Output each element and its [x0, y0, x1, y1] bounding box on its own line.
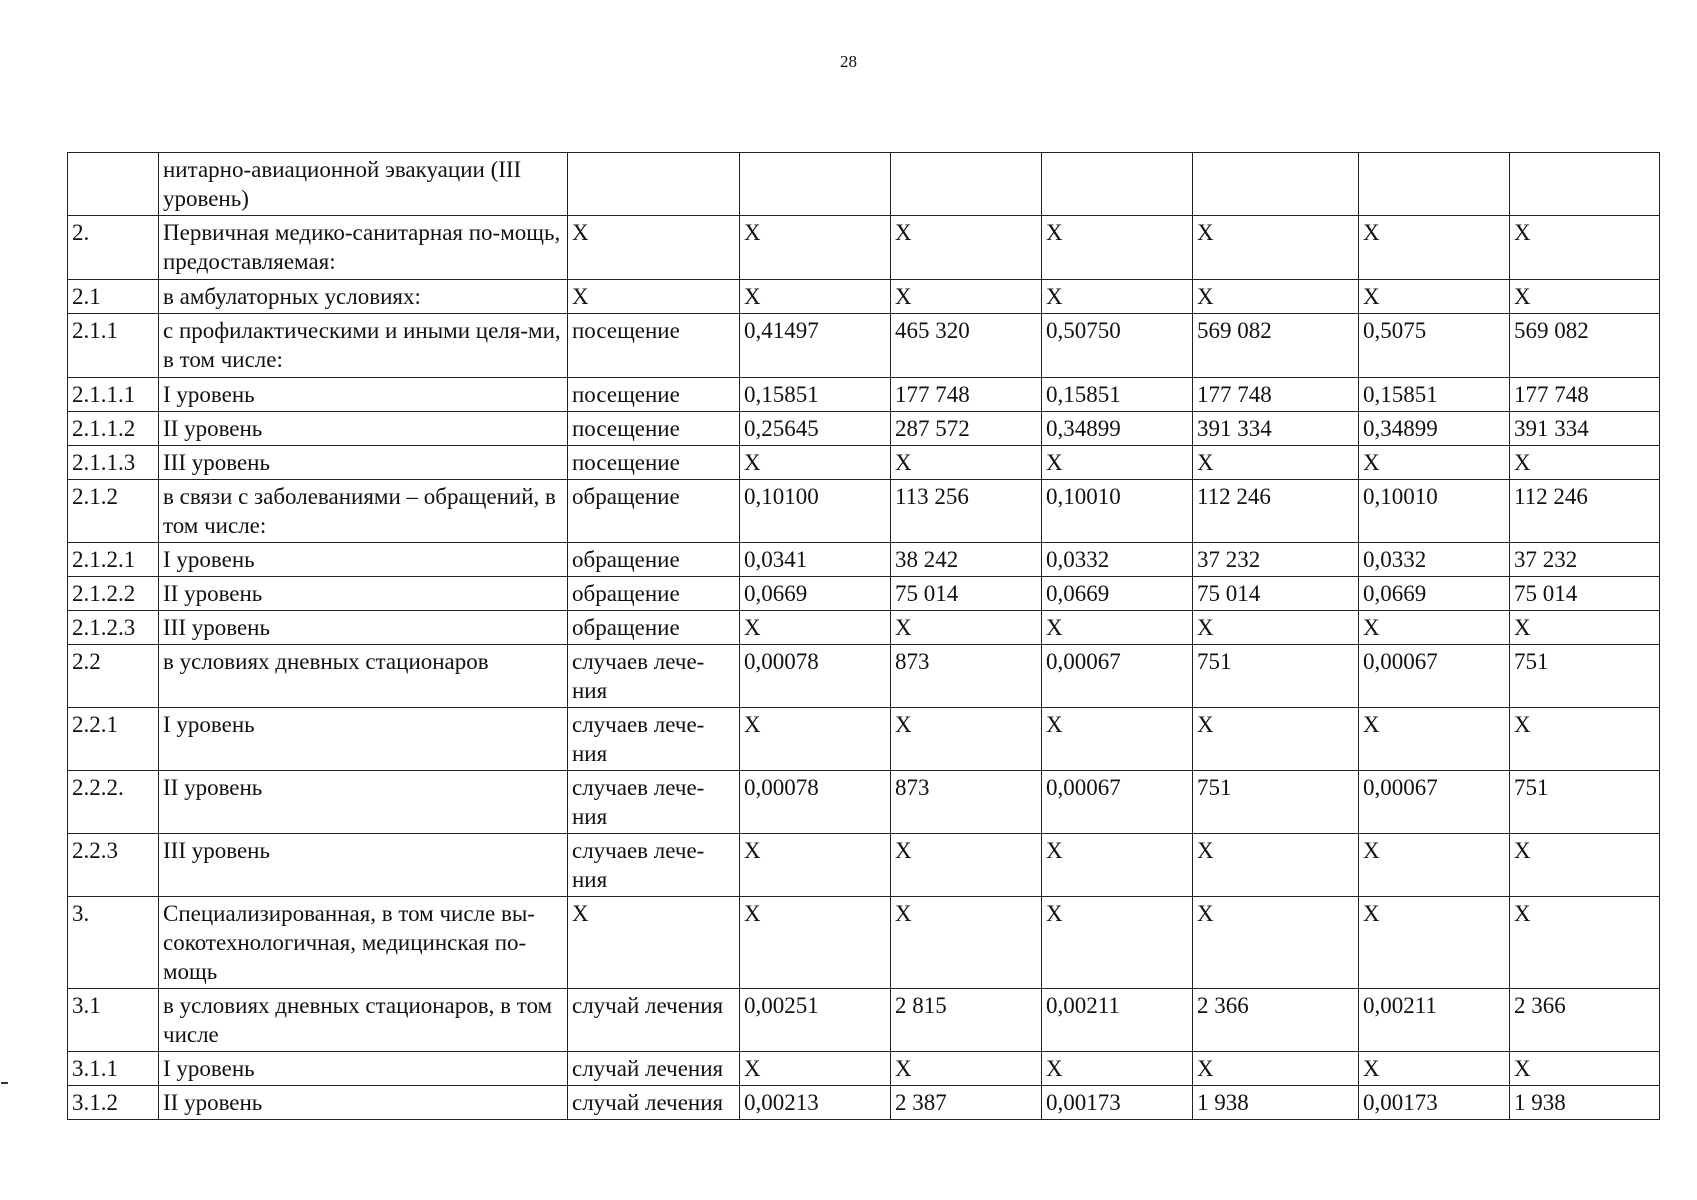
value-cell: 0,00067 — [1042, 771, 1193, 834]
value-cell: X — [1193, 280, 1359, 314]
value-cell: 112 246 — [1193, 480, 1359, 543]
value-cell: 0,00211 — [1042, 989, 1193, 1052]
value-cell: X — [1042, 280, 1193, 314]
value-cell: 177 748 — [891, 378, 1042, 412]
row-number-cell: 2.2.2. — [68, 771, 159, 834]
value-cell: 0,10100 — [740, 480, 891, 543]
value-cell — [1042, 153, 1193, 216]
value-cell: X — [1042, 216, 1193, 280]
value-cell: 569 082 — [1193, 314, 1359, 378]
table-row — [68, 314, 1660, 378]
unit-cell: X — [568, 897, 740, 989]
row-number-cell: 2.2.1 — [68, 708, 159, 771]
table-row — [68, 834, 1660, 897]
value-cell: 391 334 — [1193, 412, 1359, 446]
unit-cell: обращение — [568, 611, 740, 645]
value-cell: X — [740, 216, 891, 280]
value-cell: X — [891, 708, 1042, 771]
value-cell: 0,34899 — [1042, 412, 1193, 446]
value-cell: 0,25645 — [740, 412, 891, 446]
row-number-cell: 3.1 — [68, 989, 159, 1052]
value-cell: 2 366 — [1510, 989, 1660, 1052]
value-cell: X — [1359, 216, 1510, 280]
indicator-cell: I уровень — [159, 543, 568, 577]
value-cell: 2 366 — [1193, 989, 1359, 1052]
indicator-cell: II уровень — [159, 412, 568, 446]
value-cell: X — [891, 216, 1042, 280]
value-cell: 751 — [1510, 645, 1660, 708]
value-cell: X — [1510, 216, 1660, 280]
value-cell: X — [891, 446, 1042, 480]
row-number-cell: 2.1.1.3 — [68, 446, 159, 480]
unit-cell — [568, 153, 740, 216]
unit-cell: случай лечения — [568, 1086, 740, 1120]
row-number-cell: 3.1.2 — [68, 1086, 159, 1120]
table-row — [68, 771, 1660, 834]
table-row — [68, 280, 1660, 314]
value-cell — [740, 153, 891, 216]
scan-mark — [1, 1082, 8, 1084]
table-row — [68, 446, 1660, 480]
value-cell: 873 — [891, 771, 1042, 834]
value-cell: X — [1042, 1052, 1193, 1086]
table-row — [68, 412, 1660, 446]
value-cell: X — [1359, 446, 1510, 480]
value-cell: 177 748 — [1193, 378, 1359, 412]
value-cell: 0,5075 — [1359, 314, 1510, 378]
value-cell: X — [1359, 280, 1510, 314]
value-cell: 37 232 — [1193, 543, 1359, 577]
value-cell: 0,15851 — [1042, 378, 1193, 412]
medical-care-volume-table — [67, 152, 1660, 1120]
value-cell: X — [1042, 708, 1193, 771]
value-cell: 287 572 — [891, 412, 1042, 446]
value-cell: 0,00067 — [1359, 645, 1510, 708]
table-row — [68, 480, 1660, 543]
value-cell: 0,0332 — [1042, 543, 1193, 577]
value-cell: 0,00173 — [1359, 1086, 1510, 1120]
indicator-cell: нитарно-авиационной эвакуации (III уровень) — [159, 153, 568, 216]
value-cell: 0,00251 — [740, 989, 891, 1052]
value-cell: 0,0669 — [740, 577, 891, 611]
indicator-cell: Специализированная, в том числе вы-сокотехнологичная, медицинская по-мощь — [159, 897, 568, 989]
value-cell: 465 320 — [891, 314, 1042, 378]
value-cell: 38 242 — [891, 543, 1042, 577]
unit-cell: X — [568, 216, 740, 280]
row-number-cell: 2.1.1 — [68, 314, 159, 378]
value-cell: 391 334 — [1510, 412, 1660, 446]
value-cell: 751 — [1510, 771, 1660, 834]
indicator-cell: в связи с заболеваниями – обращений, в том числе: — [159, 480, 568, 543]
unit-cell: посещение — [568, 378, 740, 412]
table-row — [68, 708, 1660, 771]
value-cell: X — [891, 1052, 1042, 1086]
indicator-cell: в амбулаторных условиях: — [159, 280, 568, 314]
value-cell: 0,00078 — [740, 771, 891, 834]
value-cell: X — [1193, 611, 1359, 645]
indicator-cell: I уровень — [159, 708, 568, 771]
row-number-cell: 2.1.2 — [68, 480, 159, 543]
table-row — [68, 989, 1660, 1052]
indicator-cell: III уровень — [159, 611, 568, 645]
value-cell: X — [1510, 280, 1660, 314]
value-cell: X — [740, 280, 891, 314]
value-cell: X — [740, 897, 891, 989]
value-cell — [1193, 153, 1359, 216]
value-cell: X — [891, 834, 1042, 897]
value-cell: X — [1193, 708, 1359, 771]
value-cell: 0,50750 — [1042, 314, 1193, 378]
value-cell: 0,15851 — [740, 378, 891, 412]
value-cell: X — [1359, 611, 1510, 645]
table-row — [68, 378, 1660, 412]
value-cell: X — [1193, 897, 1359, 989]
value-cell: X — [1042, 897, 1193, 989]
value-cell: 751 — [1193, 645, 1359, 708]
value-cell: 177 748 — [1510, 378, 1660, 412]
value-cell: X — [1510, 611, 1660, 645]
value-cell: 0,15851 — [1359, 378, 1510, 412]
indicator-cell: в условиях дневных стационаров — [159, 645, 568, 708]
value-cell: X — [1193, 216, 1359, 280]
unit-cell: обращение — [568, 480, 740, 543]
value-cell: 113 256 — [891, 480, 1042, 543]
value-cell: 2 815 — [891, 989, 1042, 1052]
value-cell: X — [1359, 708, 1510, 771]
value-cell: 0,10010 — [1359, 480, 1510, 543]
value-cell: 0,0669 — [1359, 577, 1510, 611]
value-cell — [1359, 153, 1510, 216]
value-cell: 0,00067 — [1042, 645, 1193, 708]
value-cell: 1 938 — [1193, 1086, 1359, 1120]
table-row — [68, 543, 1660, 577]
unit-cell: посещение — [568, 412, 740, 446]
value-cell: X — [1193, 446, 1359, 480]
row-number-cell: 2. — [68, 216, 159, 280]
value-cell: 0,0341 — [740, 543, 891, 577]
value-cell: X — [740, 1052, 891, 1086]
value-cell — [891, 153, 1042, 216]
value-cell: 1 938 — [1510, 1086, 1660, 1120]
row-number-cell: 2.1.2.2 — [68, 577, 159, 611]
value-cell: X — [740, 708, 891, 771]
unit-cell: случаев лече-ния — [568, 771, 740, 834]
unit-cell: X — [568, 280, 740, 314]
value-cell: X — [1042, 446, 1193, 480]
value-cell: X — [1510, 708, 1660, 771]
value-cell: 112 246 — [1510, 480, 1660, 543]
unit-cell: случай лечения — [568, 989, 740, 1052]
unit-cell: обращение — [568, 577, 740, 611]
value-cell: 2 387 — [891, 1086, 1042, 1120]
unit-cell: обращение — [568, 543, 740, 577]
value-cell: 0,00213 — [740, 1086, 891, 1120]
value-cell: X — [1510, 446, 1660, 480]
page-number: 28 — [840, 52, 857, 71]
unit-cell: случаев лече-ния — [568, 645, 740, 708]
value-cell: 0,00078 — [740, 645, 891, 708]
row-number-cell: 2.1 — [68, 280, 159, 314]
value-cell: X — [1193, 834, 1359, 897]
indicator-cell: III уровень — [159, 834, 568, 897]
value-cell — [1510, 153, 1660, 216]
value-cell: X — [740, 611, 891, 645]
table-row — [68, 216, 1660, 280]
value-cell: 0,00173 — [1042, 1086, 1193, 1120]
value-cell: 0,00211 — [1359, 989, 1510, 1052]
value-cell: 75 014 — [1510, 577, 1660, 611]
value-cell: 873 — [891, 645, 1042, 708]
value-cell: 37 232 — [1510, 543, 1660, 577]
value-cell: X — [1042, 834, 1193, 897]
value-cell: 0,10010 — [1042, 480, 1193, 543]
row-number-cell: 2.2.3 — [68, 834, 159, 897]
table-row — [68, 1052, 1660, 1086]
value-cell: X — [1510, 834, 1660, 897]
row-number-cell: 2.2 — [68, 645, 159, 708]
value-cell: X — [1359, 834, 1510, 897]
row-number-cell: 3.1.1 — [68, 1052, 159, 1086]
indicator-cell: в условиях дневных стационаров, в том числе — [159, 989, 568, 1052]
value-cell: X — [891, 611, 1042, 645]
table-row — [68, 897, 1660, 989]
indicator-cell: II уровень — [159, 577, 568, 611]
indicator-cell: II уровень — [159, 771, 568, 834]
unit-cell: посещение — [568, 314, 740, 378]
unit-cell: случай лечения — [568, 1052, 740, 1086]
value-cell: X — [740, 834, 891, 897]
unit-cell: посещение — [568, 446, 740, 480]
value-cell: 75 014 — [891, 577, 1042, 611]
table-row — [68, 153, 1660, 216]
indicator-cell: II уровень — [159, 1086, 568, 1120]
row-number-cell: 2.1.1.2 — [68, 412, 159, 446]
row-number-cell — [68, 153, 159, 216]
table-row — [68, 577, 1660, 611]
value-cell: X — [1359, 897, 1510, 989]
table-row — [68, 645, 1660, 708]
row-number-cell: 2.1.2.3 — [68, 611, 159, 645]
row-number-cell: 2.1.2.1 — [68, 543, 159, 577]
value-cell: 75 014 — [1193, 577, 1359, 611]
value-cell: 0,41497 — [740, 314, 891, 378]
row-number-cell: 3. — [68, 897, 159, 989]
indicator-cell: III уровень — [159, 446, 568, 480]
value-cell: 0,0332 — [1359, 543, 1510, 577]
value-cell: X — [891, 897, 1042, 989]
value-cell: X — [1510, 1052, 1660, 1086]
table-row — [68, 611, 1660, 645]
value-cell: X — [891, 280, 1042, 314]
value-cell: X — [1193, 1052, 1359, 1086]
value-cell: 0,34899 — [1359, 412, 1510, 446]
value-cell: X — [1359, 1052, 1510, 1086]
table-row — [68, 1086, 1660, 1120]
indicator-cell: I уровень — [159, 1052, 568, 1086]
value-cell: 569 082 — [1510, 314, 1660, 378]
value-cell: 751 — [1193, 771, 1359, 834]
table-body — [68, 153, 1660, 1120]
row-number-cell: 2.1.1.1 — [68, 378, 159, 412]
indicator-cell: Первичная медико-санитарная по-мощь, предоставляемая: — [159, 216, 568, 280]
value-cell: 0,00067 — [1359, 771, 1510, 834]
unit-cell: случаев лече-ния — [568, 834, 740, 897]
indicator-cell: I уровень — [159, 378, 568, 412]
value-cell: X — [1510, 897, 1660, 989]
value-cell: X — [740, 446, 891, 480]
value-cell: X — [1042, 611, 1193, 645]
indicator-cell: с профилактическими и иными целя-ми, в том числе: — [159, 314, 568, 378]
value-cell: 0,0669 — [1042, 577, 1193, 611]
unit-cell: случаев лече-ния — [568, 708, 740, 771]
